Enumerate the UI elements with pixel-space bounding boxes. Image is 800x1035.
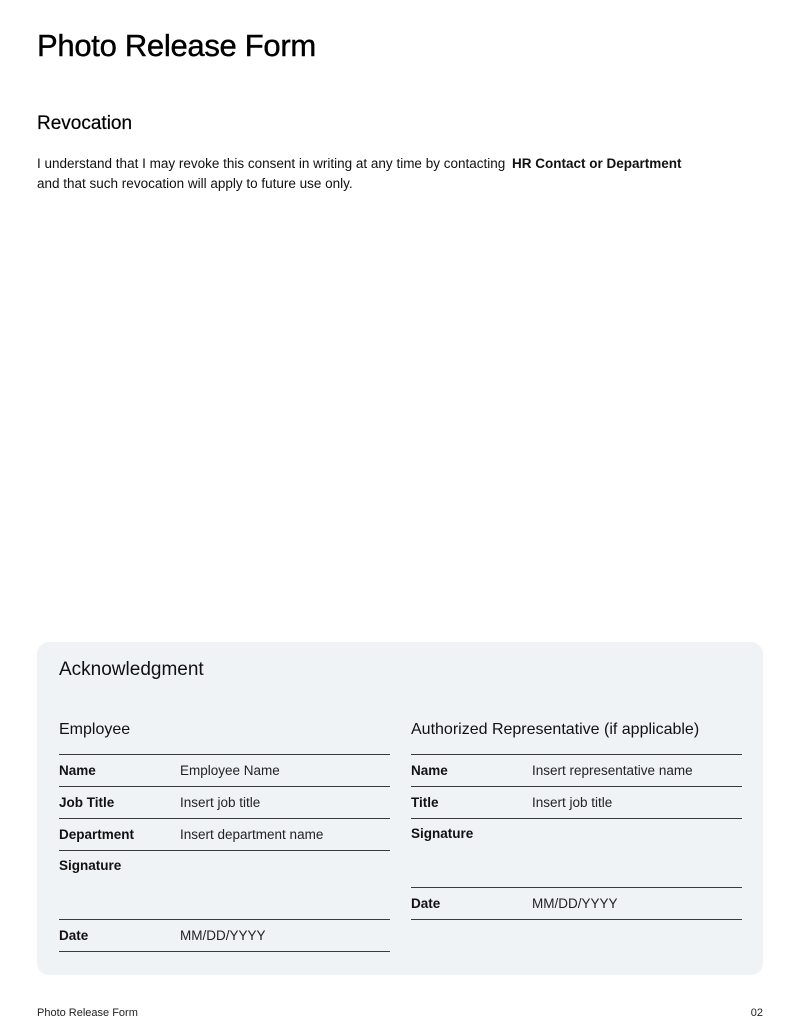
section-title-revocation: Revocation — [37, 113, 133, 134]
revocation-text-start: I understand that I may revoke this consent in writing at any time by contacting — [37, 156, 506, 171]
employee-job-title-field[interactable]: Insert job title — [180, 795, 261, 810]
representative-name-label: Name — [411, 763, 448, 778]
hr-contact-placeholder: HR Contact or Department — [512, 156, 682, 171]
employee-name-row — [59, 755, 390, 787]
employee-department-field[interactable]: Insert department name — [180, 827, 324, 842]
employee-signature-label: Signature — [59, 858, 122, 873]
employee-title: Employee — [59, 721, 390, 755]
employee-name-label: Name — [59, 763, 96, 778]
representative-title-row — [411, 787, 742, 819]
representative-date-row — [411, 888, 742, 920]
employee-job-title-row — [59, 787, 390, 819]
representative-date-label: Date — [411, 896, 441, 911]
revocation-text-end: and that such revocation will apply to future use only. — [37, 176, 353, 191]
employee-date-label: Date — [59, 928, 89, 943]
representative-name-row — [411, 755, 742, 787]
employee-date-row — [59, 920, 390, 952]
footer-document-title: Photo Release Form — [37, 1007, 138, 1019]
employee-signature-row[interactable] — [59, 851, 390, 920]
employee-name-field[interactable]: Employee Name — [180, 763, 280, 778]
employee-column — [59, 721, 390, 952]
footer-page-number: 02 — [750, 1007, 763, 1019]
acknowledgment-panel — [37, 642, 763, 975]
representative-name-field[interactable]: Insert representative name — [532, 763, 693, 778]
revocation-paragraph — [37, 154, 737, 194]
representative-date-field[interactable]: MM/DD/YYYY — [532, 896, 618, 911]
employee-date-field[interactable]: MM/DD/YYYY — [180, 928, 266, 943]
employee-department-label: Department — [59, 827, 135, 842]
acknowledgment-title: Acknowledgment — [59, 659, 204, 680]
employee-job-title-label: Job Title — [59, 795, 115, 810]
representative-column — [411, 721, 742, 920]
representative-title-field[interactable]: Insert job title — [532, 795, 613, 810]
employee-department-row — [59, 819, 390, 851]
representative-signature-row[interactable] — [411, 819, 742, 888]
representative-signature-label: Signature — [411, 826, 474, 841]
representative-title-label: Title — [411, 795, 439, 810]
representative-title: Authorized Representative (if applicable) — [411, 721, 742, 755]
page-title: Photo Release Form — [37, 28, 316, 63]
